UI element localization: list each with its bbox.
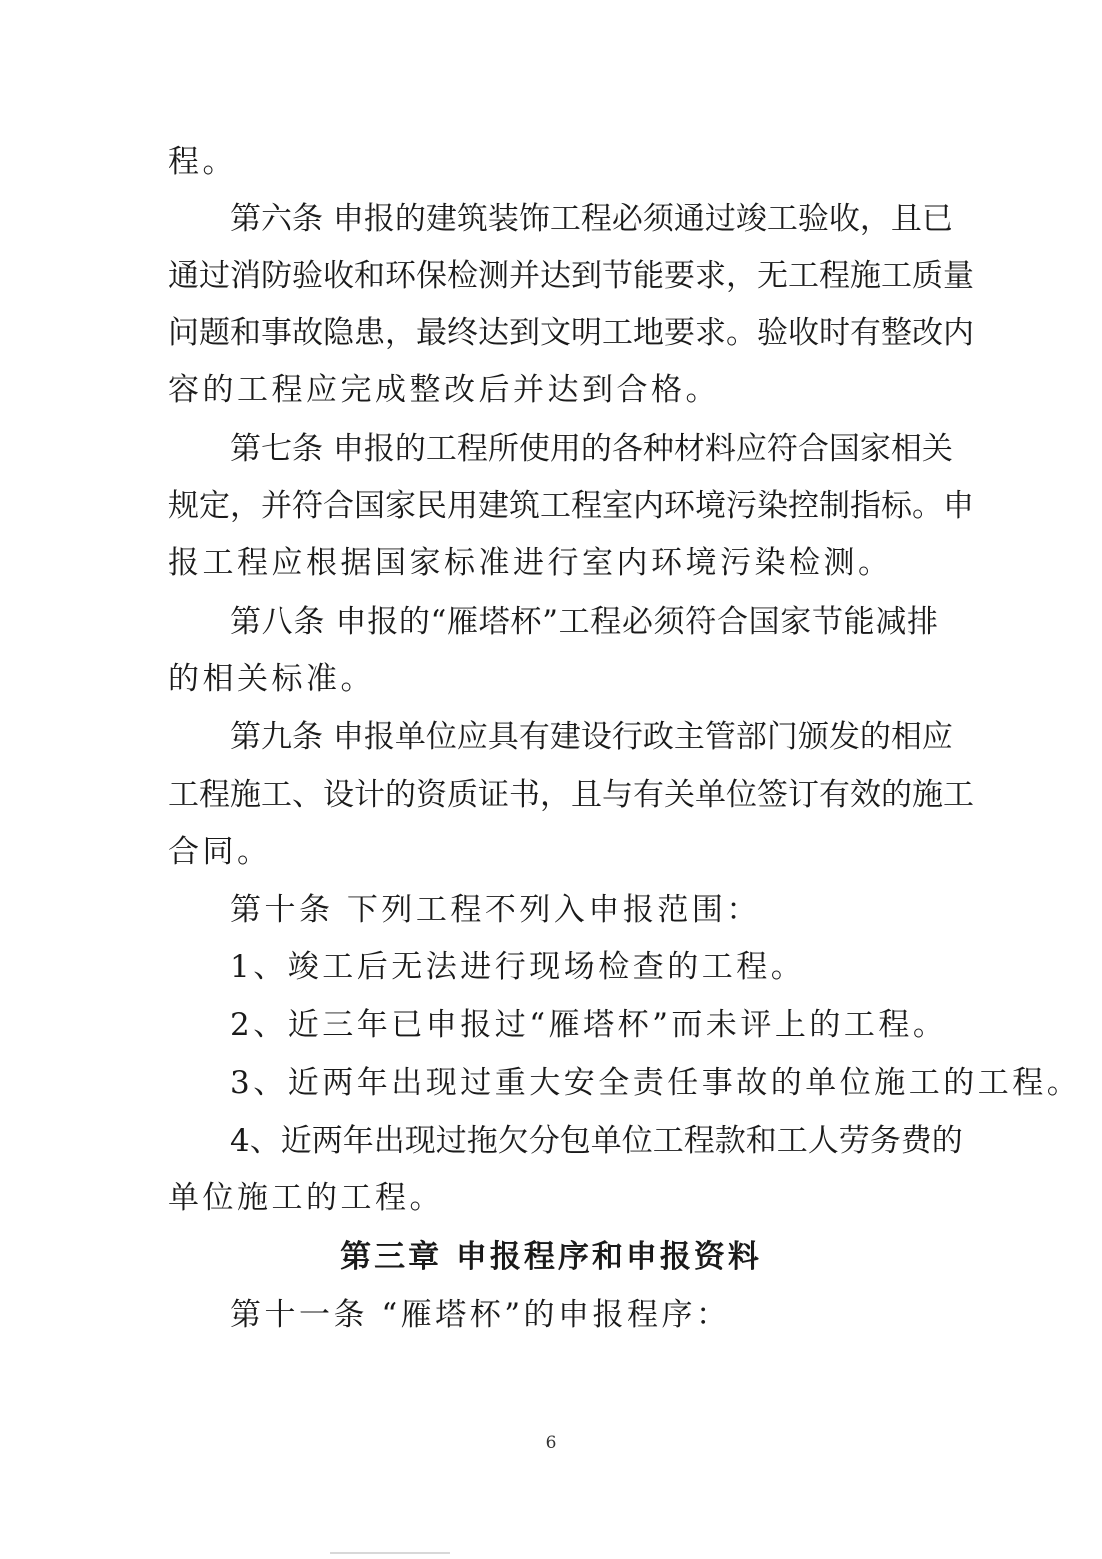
page-number: 6 [545,1433,557,1453]
article-7-heading-line: 第七条 申报的工程所使用的各种材料应符合国家相关 [230,431,953,467]
article-10-heading-line: 第十条 下列工程不列入申报范围： [230,892,761,928]
text-line: 通过消防验收和环保检测并达到节能要求，无工程施工质量 [168,258,974,294]
article-8-heading-line: 第八条 申报的“雁塔杯”工程必须符合国家节能减排 [230,604,938,640]
text-line: 规定，并符合国家民用建筑工程室内环境污染控制指标。申 [168,488,974,524]
text-line: 程。 [168,144,237,180]
list-item: 2、近三年已申报过“雁塔杯”而未评上的工程。 [230,1007,948,1043]
text-line: 容的工程应完成整改后并达到合格。 [168,372,720,408]
article-9-heading-line: 第九条 申报单位应具有建设行政主管部门颁发的相应 [230,719,953,755]
list-item: 1、竣工后无法进行现场检查的工程。 [230,949,806,985]
text-line: 合同。 [168,834,272,870]
article-11-heading-line: 第十一条 “雁塔杯”的申报程序： [230,1297,731,1333]
scan-edge-mark [330,1552,450,1554]
text-line: 问题和事故隐患，最终达到文明工地要求。验收时有整改内 [168,315,974,351]
text-line: 的相关标准。 [168,661,375,697]
chapter-heading: 第三章 申报程序和申报资料 [340,1239,762,1275]
list-item: 4、近两年出现过拖欠分包单位工程款和工人劳务费的 [230,1123,963,1159]
text-line: 单位施工的工程。 [168,1180,444,1216]
list-item: 3、近两年出现过重大安全责任事故的单位施工的工程。 [230,1065,1082,1101]
text-line: 报工程应根据国家标准进行室内环境污染检测。 [168,545,893,581]
article-6-heading-line: 第六条 申报的建筑装饰工程必须通过竣工验收，且已 [230,201,953,237]
text-line: 工程施工、设计的资质证书，且与有关单位签订有效的施工 [168,777,974,813]
